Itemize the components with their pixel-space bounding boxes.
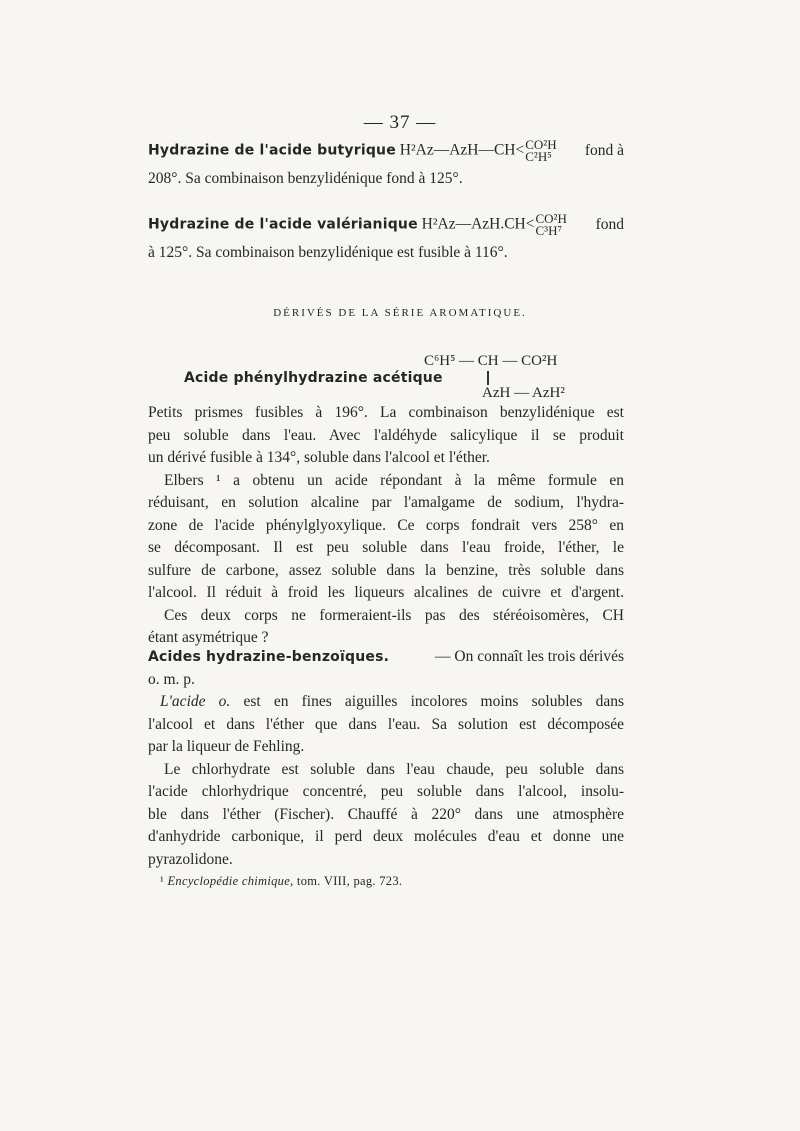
- valerianic-end: fond: [595, 215, 624, 233]
- phenyl-p1-line: un dérivé fusible à 134°, soluble dans l'alcool et l'éther.: [148, 449, 490, 466]
- butyric-entry: [148, 136, 624, 191]
- phenyl-p2-line: l'alcool. Il réduit à froid les liqueurs alcalines de cuivre et d'argent.: [148, 584, 624, 601]
- phenyl-p3-line: étant asymétrique ?: [148, 629, 269, 646]
- butyric-line2: 208°. Sa combinaison benzylidénique fond à 125°.: [148, 170, 463, 187]
- footnote-source: Encyclopédie chimique,: [167, 874, 294, 888]
- benzoic-entry: [148, 646, 624, 871]
- butyric-title: Hydrazine de l'acide butyrique: [148, 142, 396, 159]
- phenyl-p2-line: Elbers ¹ a obtenu un acide répondant à la même formule en: [164, 471, 624, 489]
- phenyl-p1-line: Petits prismes fusibles à 196°. La combinaison benzylidénique est: [148, 404, 624, 421]
- valerianic-fraction: CO²H C³H⁷: [535, 211, 567, 238]
- benzoic-line2: o. m. p.: [148, 670, 195, 688]
- butyric-formula: H²Az—AzH—CH<: [399, 141, 525, 159]
- benzoic-p2-line: Le chlorhydrate est soluble dans l'eau chaude, peu soluble dans: [164, 760, 624, 778]
- phenyl-p1-line: peu soluble dans l'eau. Avec l'aldéhyde salicylique il se produit: [148, 426, 624, 444]
- section-heading: DÉRIVÉS DE LA SÉRIE AROMATIQUE.: [273, 307, 527, 319]
- benzoic-p2-line: l'acide chlorhydrique concentré, peu soluble dans l'alcool, insolu-: [148, 783, 624, 800]
- phenyl-text: [148, 402, 624, 650]
- phenyl-formula-top: C⁶H⁵ — CH — CO²H: [424, 353, 558, 369]
- footnote: [160, 874, 402, 889]
- benzoic-p1-line: l'alcool et dans l'éther que dans l'eau. Sa solution est décomposée: [148, 715, 624, 733]
- phenyl-p2-line: sulfure de carbone, assez soluble dans la benzine, très soluble dans: [148, 561, 624, 579]
- page-number: — 37 —: [363, 112, 437, 133]
- valerianic-line2: à 125°. Sa combinaison benzylidénique est fusible à 116°.: [148, 244, 508, 261]
- phenyl-title: Acide phénylhydrazine acétique: [184, 370, 443, 386]
- butyric-fraction: CO²H C²H⁵: [525, 137, 557, 164]
- phenyl-p2-line: réduisant, en solution alcaline par l'amalgame de sodium, l'hydra-: [148, 494, 624, 511]
- benzoic-title-rest: — On connaît les trois dérivés: [435, 648, 624, 665]
- footnote-mark: ¹: [160, 874, 165, 888]
- phenyl-formula-bottom: AzH — AzH²: [482, 385, 565, 401]
- benzoic-p1-italic: L'acide o.: [160, 693, 231, 710]
- valerianic-title: Hydrazine de l'acide valérianique: [148, 216, 418, 233]
- butyric-end: fond à: [584, 141, 624, 159]
- footnote-rest: tom. VIII, pag. 723.: [293, 874, 403, 888]
- valerianic-entry: [148, 210, 624, 265]
- benzoic-p1-first-rest: est en fines aiguilles incolores moins solubles dans: [230, 693, 624, 710]
- phenyl-p2-line: zone de l'acide phénylglyoxylique. Ce corps fondrait vers 258° en: [148, 516, 624, 534]
- formula-bond: [487, 371, 489, 385]
- benzoic-p1-line: par la liqueur de Fehling.: [148, 738, 305, 755]
- phenyl-p3-line: Ces deux corps ne formeraient-ils pas des stéréoisomères, CH: [164, 606, 624, 624]
- phenyl-p2-line: se décomposant. Il est peu soluble dans l'eau froide, l'éther, le: [148, 539, 624, 556]
- benzoic-p2-line: d'anhydride carbonique, il perd deux molécules d'eau et donne une: [148, 828, 624, 845]
- valerianic-formula: H²Az—AzH.CH<: [421, 215, 535, 233]
- benzoic-p2-line: pyrazolidone.: [148, 850, 233, 868]
- benzoic-p2-line: ble dans l'éther (Fischer). Chauffé à 220° dans une atmosphère: [148, 805, 624, 823]
- benzoic-title: Acides hydrazine-benzoïques.: [148, 649, 390, 665]
